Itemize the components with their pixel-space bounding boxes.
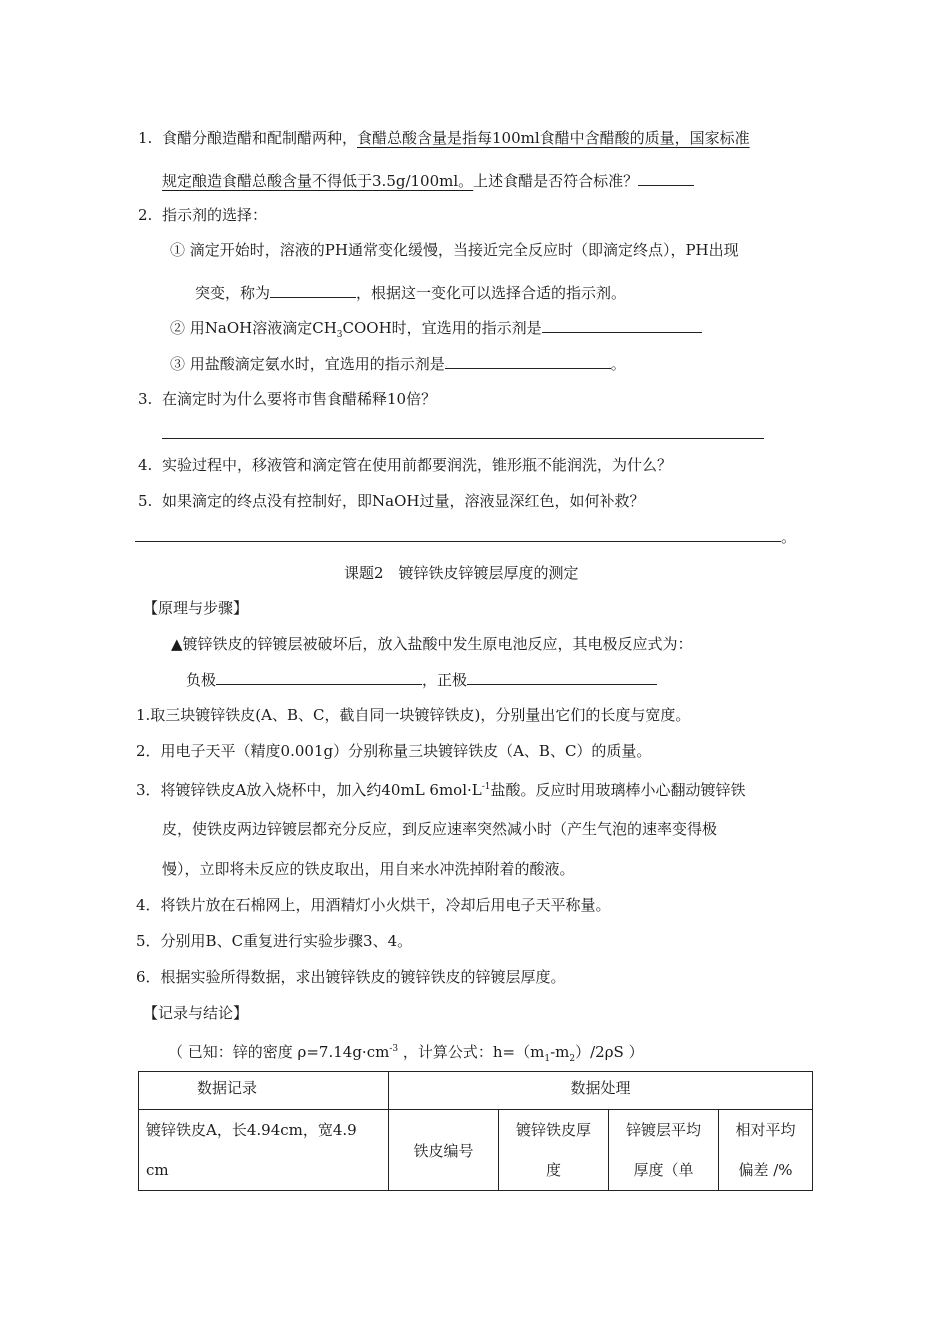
step-3-post: 盐酸。反应时用玻璃棒小心翻动镀锌铁 [490, 781, 746, 799]
record-heading: 【记录与结论】 [143, 1004, 249, 1022]
data-table [138, 1071, 813, 1191]
known-subscript-1: 1 [544, 1054, 551, 1064]
negative-electrode-blank[interactable] [216, 669, 422, 685]
q1-number: 1. [138, 129, 153, 147]
header-data-processing: 数据处理 [389, 1072, 813, 1110]
step-6: 6．根据实验所得数据，求出镀锌铁皮的镀锌铁皮的锌镀层厚度。 [136, 968, 566, 986]
q5-number: 5. [138, 492, 153, 510]
principle-intro: ▲镀锌铁皮的锌镀层被破坏后，放入盐酸中发生原电池反应，其电极反应式为： [171, 635, 693, 653]
positive-electrode-label: ，正极 [422, 671, 468, 689]
col-avg-thickness [609, 1110, 719, 1191]
q2-item2 [170, 317, 702, 345]
electrode-reactions [186, 669, 657, 690]
positive-electrode-blank[interactable] [467, 669, 657, 685]
q2-number: 2. [138, 206, 153, 224]
q2-item2-blank[interactable] [542, 317, 702, 333]
q1-line2 [162, 170, 694, 191]
step-3-pre: 3．将镀锌铁皮A放入烧杯中，加入约40mL 6mol·L [136, 781, 482, 799]
q2-item1-line1: ① 滴定开始时，溶液的PH通常变化缓慢，当接近完全反应时（即滴定终点），PH出现 [170, 241, 739, 259]
topic2-title: 课题2 镀锌铁皮锌镀层厚度的测定 [344, 564, 579, 582]
q2-item2-post: COOH时，宜选用的指示剂是 [342, 319, 542, 337]
known-superscript: -3 [389, 1044, 399, 1054]
table-row [139, 1110, 813, 1191]
step-3-superscript: -1 [481, 782, 491, 792]
step-3-line2: 皮，使铁皮两边锌镀层都充分反应，到反应速率突然减小时（产生气泡的速率变得极 [162, 820, 718, 838]
q1-line1-text: 食醋分酿造醋和配制醋两种， [162, 129, 358, 147]
q2-item3 [170, 353, 626, 374]
known-d: ）/2ρS ） [575, 1043, 644, 1061]
negative-electrode-label: 负极 [186, 671, 217, 689]
known-formula [168, 1039, 644, 1069]
q5-answer-line[interactable] [135, 541, 781, 542]
q1-underlined-definition: 食醋总酸含量是指每100ml食醋中含醋酸的质量，国家标准 [357, 129, 750, 147]
col-sheet-number: 铁皮编号 [389, 1110, 499, 1191]
q3-answer-line[interactable] [162, 438, 764, 439]
step-3-line3: 慢），立即将未反应的铁皮取出，用自来水冲洗掉附着的酸液。 [162, 860, 575, 878]
q1-answer-blank[interactable] [638, 170, 694, 186]
q2-item3-blank[interactable] [445, 353, 611, 369]
q2-item1-pre: 突变，称为 [195, 284, 271, 302]
record-sample-a-line1: 镀锌铁皮A，长4.94cm，宽4.9 [146, 1121, 357, 1139]
step-3-line1 [136, 777, 746, 800]
q5-text: 如果滴定的终点没有控制好，即NaOH过量，溶液显深红色，如何补救？ [162, 492, 645, 510]
q2-item2-subscript: 3 [336, 330, 343, 340]
q2-title: 指示剂的选择： [162, 206, 268, 224]
table-header-row [139, 1072, 813, 1110]
header-data-record: 数据记录 [139, 1072, 389, 1110]
record-sample-a [139, 1110, 389, 1191]
col-avg-thickness-line1: 锌镀层平均 [625, 1121, 701, 1139]
q2-item3-post: 。 [610, 355, 626, 373]
q5-end-mark: 。 [781, 528, 797, 546]
q1-line1 [162, 128, 750, 148]
col-thickness [499, 1110, 609, 1191]
q1-question: 上述食醋是否符合标准？ [473, 172, 639, 190]
record-sample-a-line2: cm [146, 1161, 169, 1179]
known-b: ，计算公式：h=（m [398, 1043, 545, 1061]
q2-item1-blank[interactable] [270, 282, 356, 298]
q4-number: 4. [138, 456, 153, 474]
q2-item2-pre: ② 用NaOH溶液滴定CH [170, 319, 337, 337]
col-relative-deviation-line2: 偏差 /% [738, 1161, 793, 1179]
col-relative-deviation [719, 1110, 813, 1191]
known-c: -m [550, 1043, 570, 1061]
step-5: 5．分别用B、C重复进行实验步骤3、4。 [136, 932, 413, 950]
known-a: （ 已知：锌的密度 ρ=7.14g·cm [168, 1043, 390, 1061]
q2-item1-post: ，根据这一变化可以选择合适的指示剂。 [356, 284, 627, 302]
q1-underlined-standard: 规定酿造食醋总酸含量不得低于3.5g/100ml。 [162, 172, 474, 190]
col-avg-thickness-line2: 厚度（单 [633, 1161, 694, 1179]
q4-text: 实验过程中，移液管和滴定管在使用前都要润洗，锥形瓶不能润洗，为什么？ [162, 456, 673, 474]
known-subscript-2: 2 [569, 1054, 576, 1064]
step-1: 1.取三块镀锌铁皮(A、B、C，截自同一块镀锌铁皮)，分别量出它们的长度与宽度。 [136, 706, 691, 724]
col-thickness-line2: 度 [545, 1161, 561, 1179]
q3-number: 3. [138, 390, 153, 408]
step-2: 2．用电子天平（精度0.001g）分别称量三块镀锌铁皮（A、B、C）的质量。 [136, 742, 652, 760]
col-relative-deviation-line1: 相对平均 [735, 1121, 796, 1139]
q3-text: 在滴定时为什么要将市售食醋稀释10倍？ [162, 390, 437, 408]
q2-item3-pre: ③ 用盐酸滴定氨水时，宜选用的指示剂是 [170, 355, 445, 373]
principle-heading: 【原理与步骤】 [143, 599, 249, 617]
step-4: 4．将铁片放在石棉网上，用酒精灯小火烘干，冷却后用电子天平称量。 [136, 896, 611, 914]
q2-item1-line2 [195, 282, 626, 303]
col-thickness-line1: 镀锌铁皮厚 [515, 1121, 591, 1139]
